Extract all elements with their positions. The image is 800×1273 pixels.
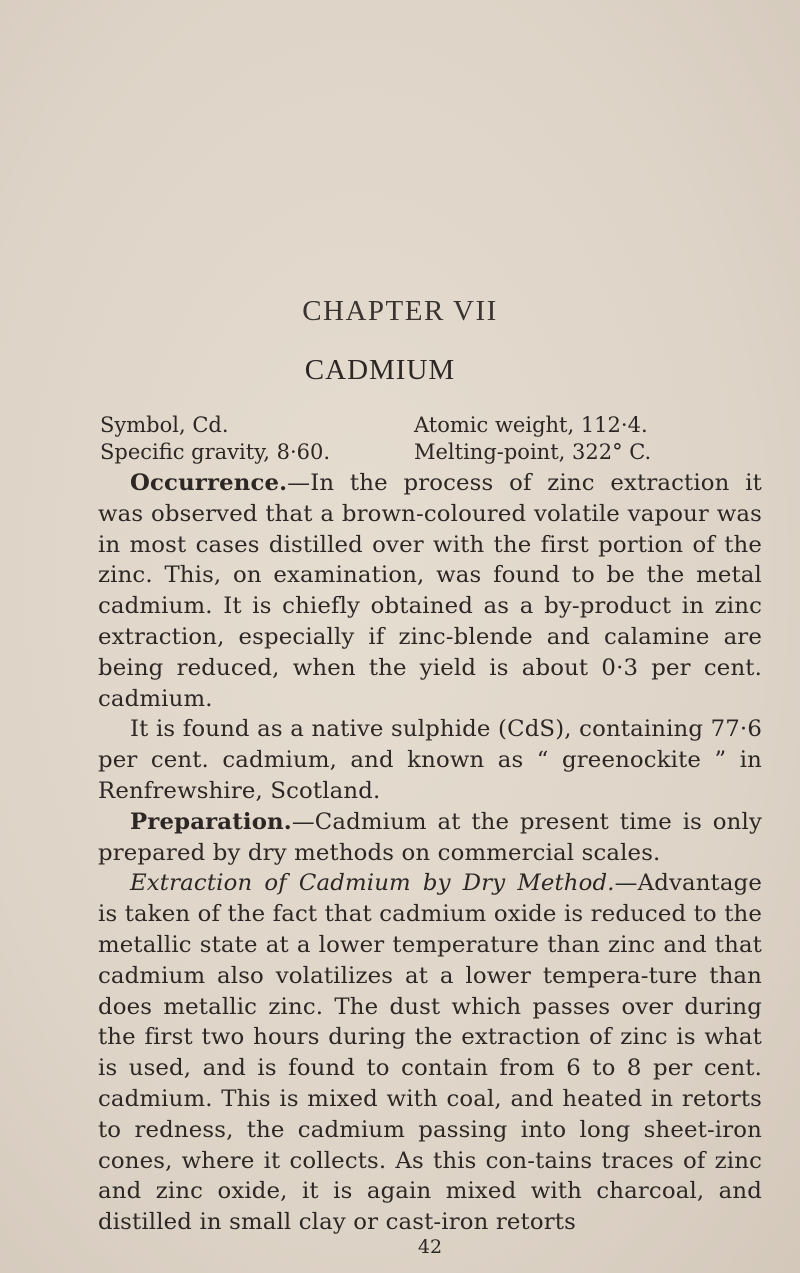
page-number: 42 (417, 1236, 443, 1258)
melting-point-property: Melting-point, 322° C. (414, 440, 652, 464)
properties-row-2 (100, 439, 780, 466)
occurrence-text: —In the process of zinc extraction it was observed that a brown-coloured volatile vapour was in most cases distilled over with the first portion of the zinc. This, on examination, was found to be the metal cadmium. It is chiefly obtained as a by-product in zinc extraction, especially if zinc-blende and calamine are being reduced, when the yield is about 0·3 per cent. cadmium. (98, 470, 762, 712)
occurrence-heading: Occurrence. (130, 470, 288, 496)
chapter-title: CADMIUM (304, 354, 456, 386)
preparation-text: —Cadmium at the present time is only prepared by dry methods on commercial scales. (98, 808, 762, 866)
extraction-paragraph (98, 868, 762, 1238)
extraction-text: —Advantage is taken of the fact that cadmium oxide is reduced to the metallic state at a lower temperature than zinc and that cadmium also volatilizes at a lower tempera-ture than does metallic zinc. The dust which passes over during the first two hours during the extraction of zinc is what is used, and is found to contain from 6 to 8 per cent. cadmium. This is mixed with coal, and heated in retorts to redness, the cadmium passing into long sheet-iron cones, where it collects. As this con-tains traces of zinc and zinc oxide, it is again mixed with charcoal, and distilled in small clay or cast-iron retorts (98, 870, 762, 1236)
occurrence-paragraph (98, 468, 762, 714)
chapter-heading: CHAPTER VII (302, 295, 498, 327)
body-text (98, 468, 762, 1238)
extraction-heading: Extraction of Cadmium by Dry Method. (130, 870, 615, 897)
properties-row-1 (100, 412, 780, 439)
atomic-weight-property: Atomic weight, 112·4. (414, 413, 648, 437)
element-properties (100, 412, 780, 466)
preparation-paragraph (98, 807, 762, 869)
specific-gravity-property: Specific gravity, 8·60. (100, 440, 331, 464)
symbol-property: Symbol, Cd. (100, 413, 229, 437)
native-paragraph: It is found as a native sulphide (CdS), containing 77·6 per cent. cadmium, and known as “ greenockite ” in Renfrewshire, Scotland. (98, 716, 762, 804)
preparation-heading: Preparation. (130, 808, 292, 835)
